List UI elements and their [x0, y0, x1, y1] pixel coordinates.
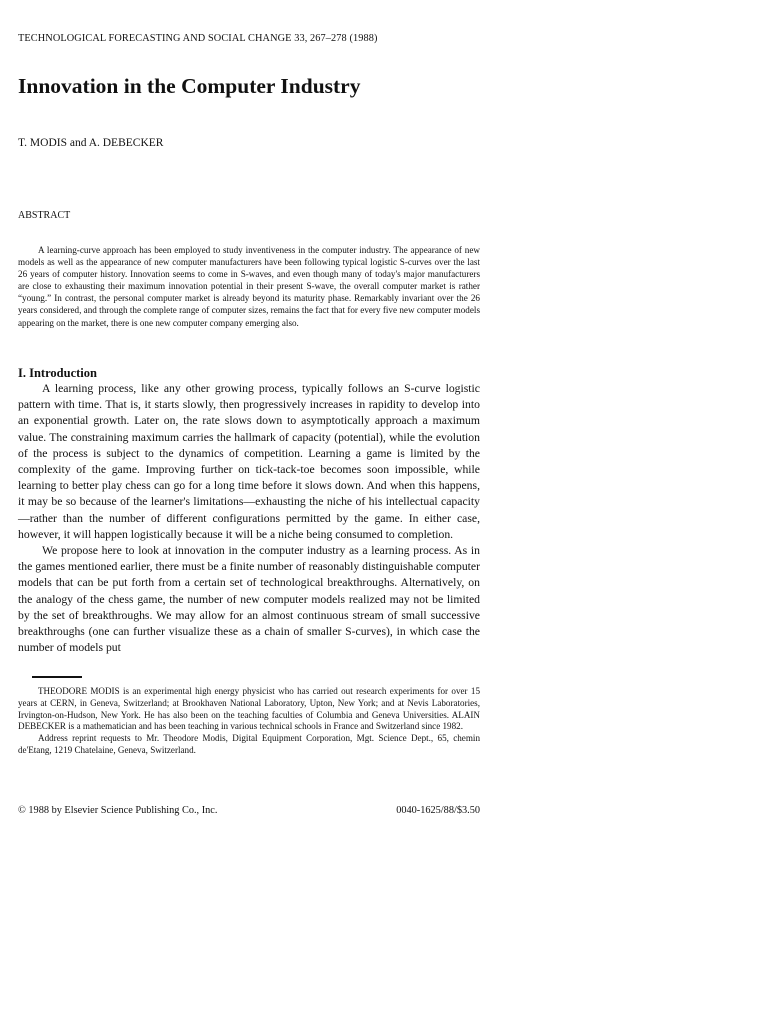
reprint-address: Address reprint requests to Mr. Theodore Modis, Digital Equipment Corporation, Mgt. Science Dept., 65, chemin de'Etang, 1219 Chatelaine, Geneva, Switzerland.: [18, 733, 480, 755]
footnote-rule: [32, 676, 82, 678]
section-body: [18, 381, 480, 656]
price-code: 0040-1625/88/$3.50: [396, 805, 480, 816]
article-title: Innovation in the Computer Industry: [18, 74, 361, 98]
body-paragraph: A learning process, like any other growing process, typically follows an S-curve logistic pattern with time. That is, it starts slowly, then progressively increases in rapidity to develop into an exponential growth. Later on, the rate slows down to asymptotically approach a maximum value. The constraining maximum carries the hallmark of capacity (potential), while the evolution of the process is subject to the dynamics of competition. Learning a game is limited by the complexity of the game. Improving further on tick-tack-toe becomes soon impossible, while learning to better play chess can go for a long time before it slows down. And when this happens, it may be so because of the learner's limitations—exhausting the niche of his intellectual capacity—rather than the number of different configurations permitted by the game. In either case, however, it will happen logistically because it will be a niche being consumed to completion.: [18, 382, 480, 541]
running-head: TECHNOLOGICAL FORECASTING AND SOCIAL CHANGE 33, 267–278 (1988): [18, 33, 378, 44]
abstract-heading: ABSTRACT: [18, 210, 71, 221]
abstract-text: A learning-curve approach has been employed to study inventiveness in the computer industry. The appearance of new models as well as the appearance of new computer manufacturers have been following typical logistic S-curves over the last 26 years of computer history. Innovation seems to come in S-waves, and even though many of today's major manufacturers are close to exhausting their maximum innovation potential in their present S-wave, the overall computer market is rather “young.” In contrast, the personal computer market is already beyond its maturity phase. Remarkably invariant over the 26 years considered, and through the complete range of computer sizes, remains the fact that for every five new computer models appearing on the market, there is one new computer company emerging also.: [18, 245, 480, 328]
section-heading: I. Introduction: [18, 366, 97, 380]
copyright-line: © 1988 by Elsevier Science Publishing Co., Inc.: [18, 805, 218, 816]
body-paragraph: We propose here to look at innovation in the computer industry as a learning process. As in the games mentioned earlier, there must be a finite number of reasonably distinguishable computer models that can be put forth from a certain set of technological breakthroughs. Alternatively, on the analogy of the chess game, the number of new computer models realized may not be limited by the set of breakthroughs. We may allow for an almost continuous stream of small successive breakthroughs (one can further visualize these as a chain of smaller S-curves), in which case the number of models put: [18, 544, 480, 655]
author-bio: THEODORE MODIS is an experimental high energy physicist who has carried out research experiments for over 15 years at CERN, in Geneva, Switzerland; at Brookhaven National Laboratory, Upton, New York; and at Nevis Laboratories, Irvington-on-Hudson, New York. He has also been on the teaching faculties of Columbia and Geneva Universities. ALAIN DEBECKER is a mathematician and has been teaching in various technical schools in France and Switzerland since 1982.: [18, 686, 480, 732]
authors: T. MODIS and A. DEBECKER: [18, 137, 164, 149]
footnote: [18, 686, 480, 757]
